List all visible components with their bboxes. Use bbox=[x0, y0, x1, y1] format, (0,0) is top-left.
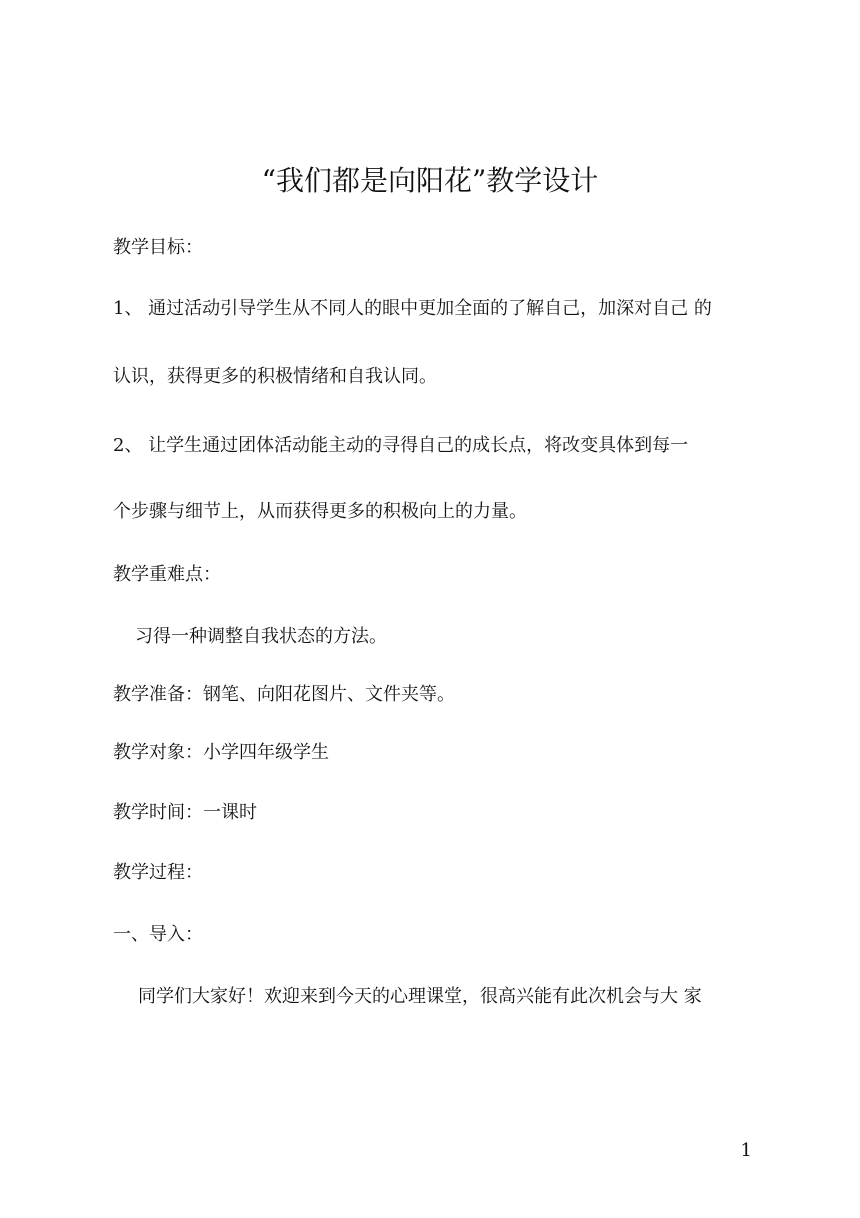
teaching-audience: 教学对象：小学四年级学生 bbox=[113, 742, 329, 763]
objective-1-line-2: 认识，获得更多的积极情绪和自我认同。 bbox=[113, 366, 437, 387]
teaching-preparation: 教学准备：钢笔、向阳花图片、文件夹等。 bbox=[113, 684, 455, 705]
objective-1-line-1: 1、 通过活动引导学生从不同人的眼中更加全面的了解自己，加深对自己 的 bbox=[113, 298, 712, 319]
teaching-duration: 教学时间：一课时 bbox=[113, 802, 257, 823]
key-difficulty-heading: 教学重难点： bbox=[113, 564, 221, 585]
objective-2-line-1: 2、 让学生通过团体活动能主动的寻得自己的成长点，将改变具体到每一 bbox=[113, 435, 689, 456]
page-number: 1 bbox=[740, 1140, 752, 1161]
key-difficulty-text: 习得一种调整自我状态的方法。 bbox=[135, 626, 387, 647]
section-1-heading: 一、导入： bbox=[113, 924, 203, 945]
objectives-heading: 教学目标： bbox=[113, 237, 203, 258]
section-1-text: 同学们大家好！欢迎来到今天的心理课堂，很高兴能有此次机会与大 家 bbox=[138, 986, 702, 1007]
objective-2-line-2: 个步骤与细节上，从而获得更多的积极向上的力量。 bbox=[113, 501, 527, 522]
process-heading: 教学过程： bbox=[113, 862, 203, 883]
document-title: “我们都是向阳花”教学设计 bbox=[261, 164, 599, 197]
